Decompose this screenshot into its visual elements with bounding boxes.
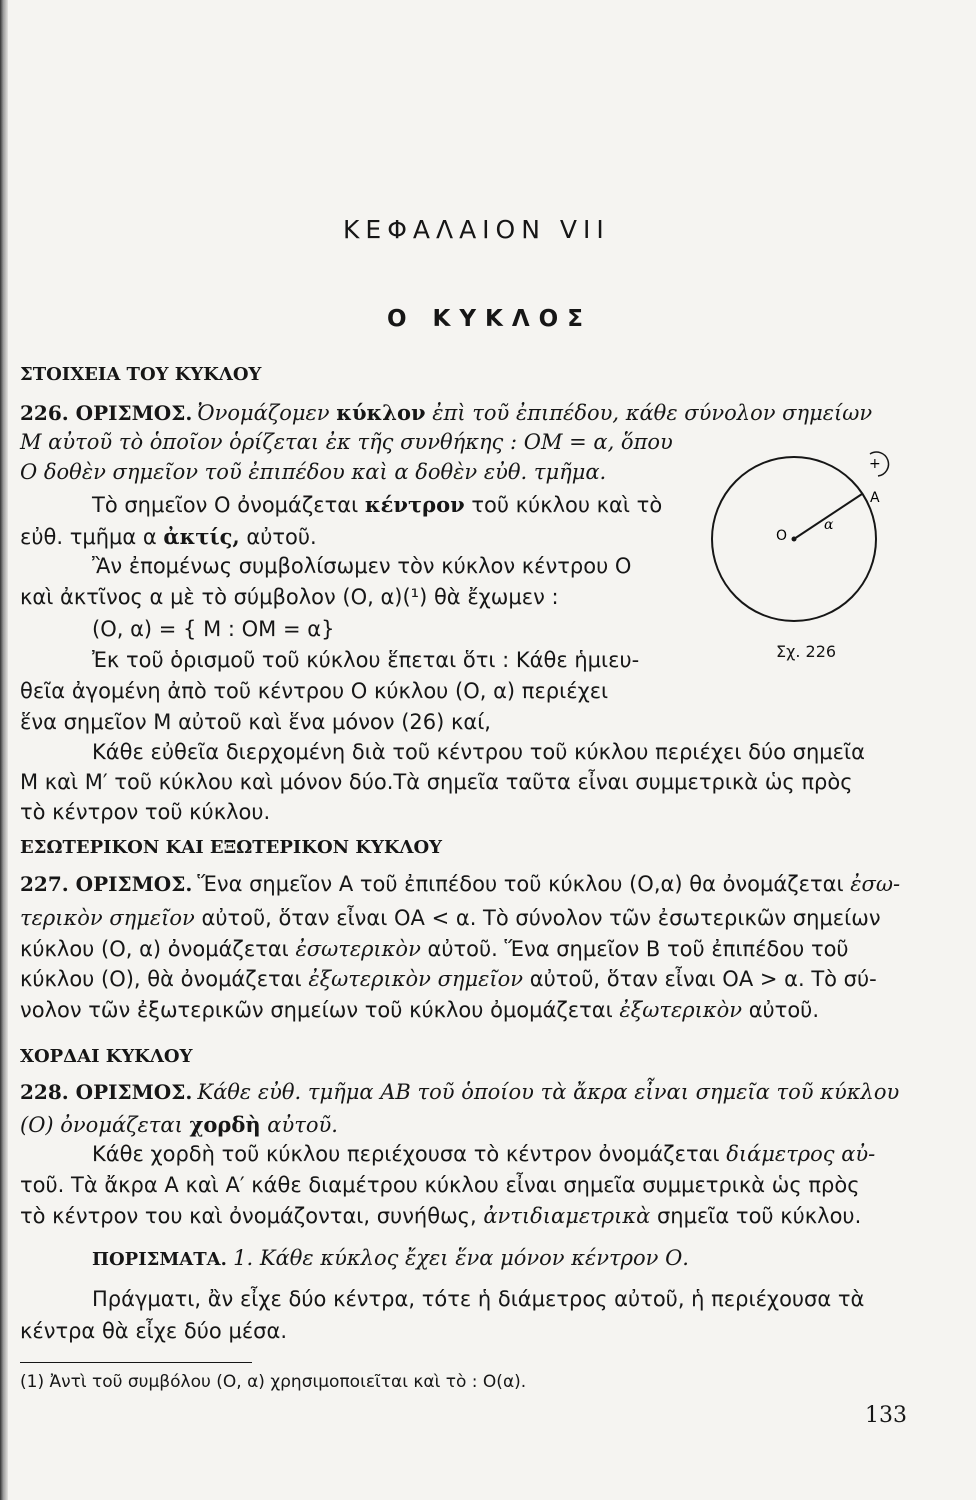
paragraph-line: τὸ κέντρον του καὶ ὀνομάζονται, συνήθως, ἀντιδιαμετρικὰ σημεῖα τοῦ κύκλου. [20,1204,862,1228]
paragraph-line: εὐθ. τμῆμα α ἀκτίς, αὐτοῦ. [20,524,317,549]
formula: (Ο, α) = { Μ : ΟΜ = α} [92,617,335,641]
center-label: Ο [776,528,788,544]
corollaries-line: ΠΟΡΙΣΜΑΤΑ. 1. Κάθε κύκλος ἔχει ἕνα μόνον κέντρον Ο. [92,1246,689,1270]
paragraph-line: καὶ ἀκτῖνος α μὲ τὸ σύμβολον (Ο, α)(¹) θὰ ἔχωμεν : [20,585,559,609]
footnote: (1) Ἀντὶ τοῦ συμβόλου (Ο, α) χρησιμοποιεῖται καὶ τὸ : Ο(α). [20,1372,527,1392]
paragraph-line: Τὸ σημεῖον Ο ὀνομάζεται κέντρον τοῦ κύκλου καὶ τὸ [92,492,663,517]
paragraph-line: θεῖα ἀγομένη ἀπὸ τοῦ κέντρου Ο κύκλου (Ο, α) περιέχει [20,679,609,703]
footnote-rule [20,1362,252,1363]
paragraph-line: τοῦ. Τὰ ἄκρα Α καὶ Α′ κάθε διαμέτρου κύκλου εἶναι σημεῖα συμμετρικὰ ὡς πρὸς [20,1173,860,1197]
paragraph-line: κέντρα θὰ εἶχε δύο μέσα. [20,1319,287,1343]
paragraph-line: νολον τῶν ἐξωτερικῶν σημείων τοῦ κύκλου ὀμομάζεται ἐξωτερικὸν αὐτοῦ. [20,998,820,1022]
chapter-title: Ο ΚΥΚΛΟΣ [387,306,592,332]
paragraph-line: κύκλου (Ο), θὰ ὀνομάζεται ἐξωτερικὸν σημεῖον αὐτοῦ, ὅταν εἶναι ΟΑ > α. Τὸ σύ- [20,967,877,991]
figure-226-circle-diagram [700,430,910,660]
paragraph-line: κύκλου (Ο, α) ὀνομάζεται ἐσωτερικὸν αὐτοῦ. Ἕνα σημεῖον Β τοῦ ἐπιπέδου τοῦ [20,937,849,961]
paragraph-line: τερικὸν σημεῖον αὐτοῦ, ὅταν εἶναι ΟΑ < α. Τὸ σύνολον τῶν ἐσωτερικῶν σημείων [20,906,881,930]
definition-226-line3: Ο δοθὲν σημεῖον τοῦ ἐπιπέδου καὶ α δοθὲν εὐθ. τμῆμα. [20,460,607,484]
definition-227-line1: 227. ΟΡΙΣΜΟΣ. Ἕνα σημεῖον Α τοῦ ἐπιπέδου τοῦ κύκλου (Ο,α) θα ὀνομάζεται ἐσω- [20,872,901,896]
paragraph-line: Μ καὶ Μ′ τοῦ κύκλου καὶ μόνον δύο.Τὰ σημεῖα ταῦτα εἶναι συμμετρικὰ ὡς πρὸς [20,770,853,794]
definition-226-line2: Μ αὐτοῦ τὸ ὁποῖον ὁρίζεται ἐκ τῆς συνθήκης : ΟΜ = α, ὅπου [20,430,673,454]
page-edge [0,0,8,1500]
paragraph-line: Πράγματι, ἂν εἶχε δύο κέντρα, τότε ἡ διάμετρος αὐτοῦ, ἡ περιέχουσα τὰ [92,1287,865,1311]
figure-caption: Σχ. 226 [776,642,837,661]
center-point [792,537,797,542]
plus-sign: + [869,456,881,472]
paragraph-line: Κάθε εὐθεῖα διερχομένη διὰ τοῦ κέντρου τοῦ κύκλου περιέχει δύο σημεῖα [92,740,865,764]
section-heading-interior-exterior: ΕΣΩΤΕΡΙΚΟΝ ΚΑΙ ΕΞΩΤΕΡΙΚΟΝ ΚΥΚΛΟΥ [20,837,443,858]
paragraph-line: Ἂν ἐπομένως συμβολίσωμεν τὸν κύκλον κέντρου Ο [92,554,632,578]
page-number: 133 [865,1403,907,1428]
paragraph-line: Κάθε χορδὴ τοῦ κύκλου περιέχουσα τὸ κέντρον ὀνομάζεται διάμετρος αὐ- [92,1142,876,1166]
paragraph-line: Ἐκ τοῦ ὁρισμοῦ τοῦ κύκλου ἕπεται ὅτι : Κάθε ἡμιευ- [92,648,640,672]
radius-label: α [824,517,834,533]
definition-226-line1: 226. ΟΡΙΣΜΟΣ. Ὀνομάζομεν κύκλον ἐπὶ τοῦ ἐπιπέδου, κάθε σύνολον σημείων [20,400,873,425]
paragraph-line: ἕνα σημεῖον Μ αὐτοῦ καὶ ἕνα μόνον (26) καί, [20,710,491,734]
section-heading-chords: ΧΟΡΔΑΙ ΚΥΚΛΟΥ [20,1046,193,1067]
definition-228-line1: 228. ΟΡΙΣΜΟΣ. Κάθε εὐθ. τμῆμα ΑΒ τοῦ ὁποίου τὰ ἄκρα εἶναι σημεῖα τοῦ κύκλου [20,1080,900,1104]
chapter-heading: ΚΕΦΑΛΑΙΟΝ VII [343,215,610,244]
paragraph-line: (Ο) ὀνομάζεται χορδὴ αὐτοῦ. [20,1112,338,1137]
point-label: Α [870,490,880,506]
paragraph-line: τὸ κέντρον τοῦ κύκλου. [20,800,271,824]
section-heading-elements: ΣΤΟΙΧΕΙΑ ΤΟΥ ΚΥΚΛΟΥ [20,364,262,385]
definition-number: 226. ΟΡΙΣΜΟΣ. [20,401,193,425]
